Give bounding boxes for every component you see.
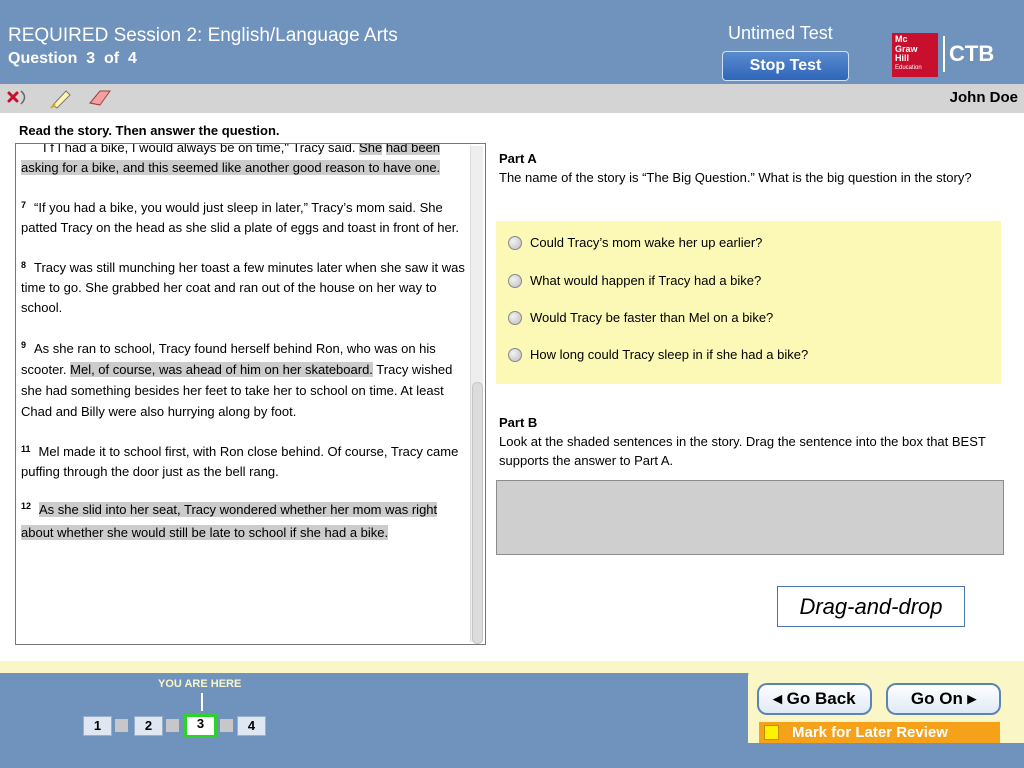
passage-panel [15, 143, 486, 645]
instructions: Read the story. Then answer the question. [19, 123, 280, 138]
toolbar [0, 84, 1024, 113]
mark-for-review-button[interactable]: Mark for Later Review [759, 722, 1000, 743]
passage-text [21, 143, 467, 556]
you-are-here-pointer [201, 693, 203, 711]
scrollbar-thumb[interactable] [472, 382, 483, 644]
stop-test-button[interactable]: Stop Test [722, 51, 849, 81]
question-current: 3 [86, 50, 96, 67]
go-back-button[interactable]: ◂ Go Back [757, 683, 872, 715]
answer-option-d[interactable]: How long could Tracy sleep in if she had a bike? [508, 347, 808, 362]
logo-divider [943, 36, 945, 72]
passage-paragraph-7: $^7$ “If you had a bike, you would just sleep in later,” Tracy’s mom said. She patted Tracy on the head as she slid a plate of eggs and toast in front of her. [21, 200, 459, 235]
timer-label: Untimed Test [728, 23, 833, 43]
mark-review-checkbox[interactable] [764, 725, 779, 740]
radio-button[interactable] [508, 236, 522, 250]
part-b-question: Look at the shaded sentences in the story. Drag the sentence into the box that BEST supports the answer to Part A. [499, 434, 986, 468]
eraser-icon[interactable] [86, 87, 110, 109]
question-nav-4[interactable]: 4 [237, 716, 266, 736]
mcgraw-hill-logo: Mc Graw Hill Education [892, 33, 938, 77]
shaded-sentence[interactable]: Mel, of course, was ahead of him on her skateboard. [70, 362, 373, 377]
part-b-label: Part B [499, 415, 538, 430]
question-of: of [104, 50, 120, 67]
part-a-label: Part A [499, 151, 537, 166]
passage-paragraph-12: $^{12}$ As she slid into her seat, Tracy wondered whether her mom was right about whether she would still be late to school if she had a bike. [21, 501, 438, 540]
session-title: REQUIRED Session 2: English/Language Arts [8, 25, 398, 46]
you-are-here-label: YOU ARE HERE [158, 678, 242, 690]
answer-eliminator-icon[interactable] [6, 87, 30, 109]
shaded-sentence[interactable]: had been asking for a bike, and this seemed like another good reason to have one. [21, 143, 440, 175]
passage-paragraph-8: $^8$ Tracy was still munching her toast a few minutes later when she saw it was time to go. She grabbed her coat and ran out of the house on her way to school. [21, 260, 465, 315]
passage-paragraph-9: $^9$ As she ran to school, Tracy found herself behind Ron, who was on his scooter. Mel, of course, was ahead of him on her skateboard. Tracy wished she had something besides her feet to take her to school on time. At least Chad and Billy were also hurrying along by foot. [21, 340, 453, 419]
question-nav-3[interactable]: 3 [184, 714, 217, 738]
drag-and-drop-label: Drag-and-drop [777, 586, 965, 627]
passage-paragraph-11: $^{11}$ Mel made it to school first, with Ron close behind. Of course, Tracy came puffing through the door just as the bell rang. [21, 444, 459, 479]
question-nav-connector [166, 719, 179, 732]
shaded-sentence[interactable]: She [359, 143, 382, 155]
user-name: John Doe [949, 89, 1018, 106]
answer-option-b[interactable]: What would happen if Tracy had a bike? [508, 273, 761, 288]
passage-paragraph-6: I f I had a bike, I would always be on time," Tracy said. She had been asking for a bike, and this seemed like another good reason to have one. [21, 143, 467, 178]
part-a-question: The name of the story is “The Big Question.” What is the big question in the story? [499, 170, 972, 185]
question-total: 4 [128, 50, 137, 67]
question-nav-connector [115, 719, 128, 732]
question-label: Question [8, 50, 78, 67]
passage-scrollbar[interactable] [470, 146, 483, 642]
answer-option-c[interactable]: Would Tracy be faster than Mel on a bike? [508, 310, 773, 325]
question-nav-connector [220, 719, 233, 732]
question-nav-1[interactable]: 1 [83, 716, 112, 736]
radio-button[interactable] [508, 348, 522, 362]
question-nav-2[interactable]: 2 [134, 716, 163, 736]
shaded-sentence[interactable]: As she slid into her seat, Tracy wondered whether her mom was right about whether she would still be late to school if she had a bike. [21, 502, 438, 540]
radio-button[interactable] [508, 274, 522, 288]
answer-options [496, 221, 1001, 384]
drop-target-box[interactable] [496, 480, 1004, 555]
question-counter [8, 50, 137, 68]
go-on-button[interactable]: Go On ▸ [886, 683, 1001, 715]
answer-option-a[interactable]: Could Tracy’s mom wake her up earlier? [508, 235, 762, 250]
radio-button[interactable] [508, 311, 522, 325]
highlighter-icon[interactable] [48, 87, 72, 109]
ctb-logo: CTB [949, 41, 995, 66]
header-bar [0, 0, 1024, 84]
